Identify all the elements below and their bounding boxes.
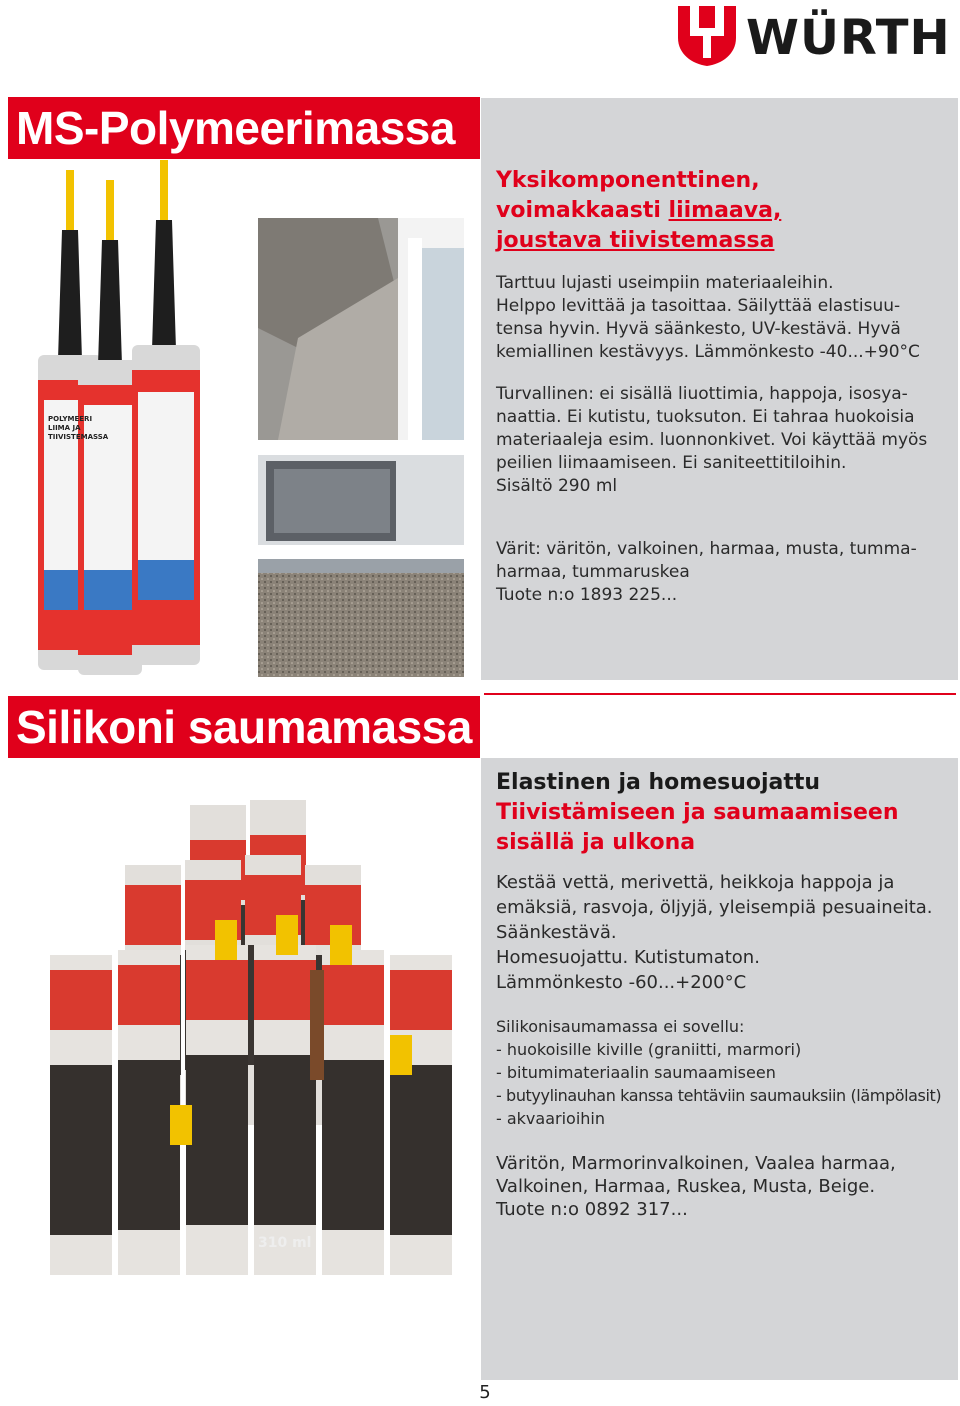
tube-3 [132, 160, 200, 665]
section1-description: Tarttuu lujasti useimpiin materiaaleihin. Helppo levittää ja tasoittaa. Säilyttää elastisuu- tensa hyvin. Hyvä säänkesto, UV-kestävä. Hyvä kemiallinen kestävyys. Lämmönkesto -40...+90°C [496, 273, 920, 362]
section2-rule [484, 693, 956, 695]
page-number: 5 [479, 1382, 491, 1403]
section2-headline-dark: Elastinen ja homesuojattu [496, 770, 821, 795]
window-sill-photo [258, 455, 464, 677]
wurth-logo-icon [678, 6, 736, 66]
section1-colors: Värit: väritön, valkoinen, harmaa, musta, tumma- harmaa, tummaruskea Tuote n:o 1893 225... [496, 539, 917, 605]
section2-colors: Väritön, Marmorinvalkoinen, Vaalea harmaa, Valkoinen, Harmaa, Ruskea, Musta, Beige. Tuote n:o 0892 317... [496, 1153, 896, 1220]
section1-safety: Turvallinen: ei sisällä liuottimia, happoja, isosya- naattia. Ei kutistu, tuoksuton. Ei tahraa huokoisia materiaaleja esim. luonnonkivet. Voi käyttää myös peilien liimaamiseen. Ei saniteettitiloihin. Sisältö 290 ml [496, 384, 928, 496]
silicone-tubes-photo [40, 785, 460, 1285]
section2-title: Silikoni saumamassa [8, 696, 480, 758]
ms-polymer-tubes-photo [20, 160, 250, 680]
tube-volume-label: 310 ml [258, 1235, 312, 1251]
section2-limitations: Silikonisaumamassa ei sovellu: - huokoisille kiville (graniitti, marmori) - bitumimateriaalin saumaamiseen - butyylinauhan kanssa tehtäviin saumauksiin (lämpölasit) - akvaarioihin [496, 1017, 942, 1128]
section2-description: Kestää vettä, merivettä, heikkoja happoja ja emäksiä, rasvoja, öljyjä, yleisempiä pesuaineita. Säänkestävä. Homesuojattu. Kutistumaton. Lämmönkesto -60...+200°C [496, 872, 933, 993]
section2-headline-red: Tiivistämiseen ja saumaamiseen sisällä ja ulkona [496, 800, 899, 855]
tube-label: POLYMEERI LIIMA JA TIIVISTEMASSA [48, 415, 109, 441]
stone-wall-window-photo [258, 218, 464, 440]
wurth-logo [678, 6, 958, 68]
brand-name: WÜRTH [746, 10, 951, 66]
section1-title: MS-Polymeerimassa [8, 97, 480, 159]
section1-headline: Yksikomponenttinen, voimakkaasti liimaava, joustava tiivistemassa [496, 168, 782, 253]
